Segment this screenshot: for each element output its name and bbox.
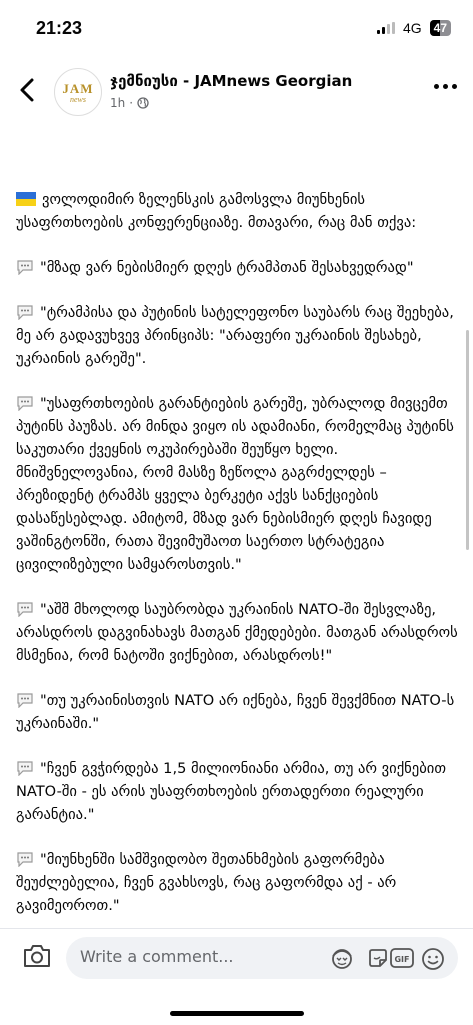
paragraph-text: "აშშ მხოლოდ საუბრობდა უკრაინის NATO-ში შესვლაზე, არასდროს დაგვინახავს მათგან ქმედებები. მათგან არასდროს მსმენია, რომ ნატოში ვიქნებით, არასდროს!" [16, 601, 458, 664]
paragraph-text: "მიუნხენში სამშვიდობო შეთანხმების გაფორმება შეუძლებელია, ჩვენ გვახსოვს, რაც გაფორმდა აქ - არ გავიმეოროთ." [16, 851, 397, 914]
avatar-logo-text: JAM [62, 81, 94, 96]
comment-input[interactable] [80, 947, 300, 966]
status-time: 21:23 [36, 18, 83, 38]
post-paragraph [16, 301, 458, 370]
post-header [0, 62, 473, 118]
sticker-icon[interactable] [366, 946, 390, 970]
gif-label: GIF [394, 955, 410, 964]
post-paragraph [16, 392, 458, 576]
network-label: 4G [402, 20, 422, 36]
signal-icon [377, 22, 395, 34]
status-indicators [377, 20, 451, 36]
post-meta [110, 96, 149, 110]
speech-bubble-icon [16, 601, 34, 617]
paragraph-text: "მზად ვარ ნებისმიერ დღეს ტრამპთან შესახვედრად" [40, 259, 414, 276]
speech-bubble-icon [16, 692, 34, 708]
post-paragraph [16, 689, 458, 735]
home-indicator [170, 1011, 304, 1016]
post-text [16, 188, 458, 939]
globe-icon [137, 97, 149, 109]
post-paragraph [16, 256, 458, 279]
speech-bubble-icon [16, 851, 34, 867]
avatar-sticker-icon[interactable] [329, 946, 355, 970]
paragraph-text: "ჩვენ გვჭირდება 1,5 მილიონიანი არმია, თუ არ ვიქნებით NATO-ში - ეს არის უსაფრთხოების ერთადერთი რეალური გარანტია." [16, 760, 447, 823]
speech-bubble-icon [16, 304, 34, 320]
paragraph-text: "ტრამპისა და პუტინის სატელეფონო საუბარს რაც შეეხება, მე არ გადავუხვევ პრინციპს: "არაფერი უკრაინის შესახებ, უკრაინის გარეშე". [16, 304, 454, 367]
comment-box[interactable] [66, 937, 458, 979]
page-avatar[interactable] [54, 68, 102, 116]
post-paragraph [16, 848, 458, 917]
post-time[interactable]: 1h [110, 96, 126, 110]
battery-percent: 47 [433, 21, 447, 35]
comment-bar [0, 928, 473, 1025]
meta-separator: · [129, 96, 134, 110]
post-paragraph [16, 188, 458, 234]
status-bar [0, 0, 473, 58]
speech-bubble-icon [16, 259, 34, 275]
more-dots-icon[interactable] [434, 84, 457, 89]
camera-icon[interactable] [22, 943, 52, 969]
paragraph-text: "თუ უკრაინისთვის NATO არ იქნება, ჩვენ შევქმნით NATO-ს უკრაინაში." [16, 692, 455, 732]
battery-icon [430, 20, 451, 36]
post-paragraph [16, 598, 458, 667]
paragraph-text: ვოლოდიმირ ზელენსკის გამოსვლა მიუნხენის უსაფრთხოების კონფერენციაზე. მთავარი, რაც მან თქვა: [16, 191, 417, 231]
paragraph-text: "უსაფრთხოების გარანტიების გარეშე, უბრალოდ მივცემთ პუტინს პაუზას. არ მინდა ვიყო ის ადამიანი, რომელმაც პუტინს საკუთარი ქვეყნის ოკუპირებაში შეუწყო ხელი. მნიშვნელოვანია, რომ მასზე ზეწოლა გაგრძელდეს – პრეზიდენტ ტრამპს ყველა ბერკეტი აქვს სანქციების დასაწესებლად. ამიტომ, მზად ვარ ნებისმიერ დღეს ჩავიდე ვაშინგტონში, რათა შევიმუშაოთ საერთო სტრატეგია ცივილიზებული სამყაროსთვის." [16, 395, 454, 573]
speech-bubble-icon [16, 395, 34, 411]
post-paragraph [16, 757, 458, 826]
page-name[interactable]: ჯემნიუსი - JAMnews Georgian [110, 72, 353, 90]
emoji-icon[interactable] [420, 946, 446, 972]
ukraine-flag-icon [16, 192, 36, 206]
avatar-logo-subtext: news [70, 95, 86, 104]
gif-icon[interactable] [390, 946, 414, 970]
speech-bubble-icon [16, 760, 34, 776]
back-arrow-icon[interactable] [14, 76, 40, 104]
scrollbar[interactable] [466, 330, 469, 550]
